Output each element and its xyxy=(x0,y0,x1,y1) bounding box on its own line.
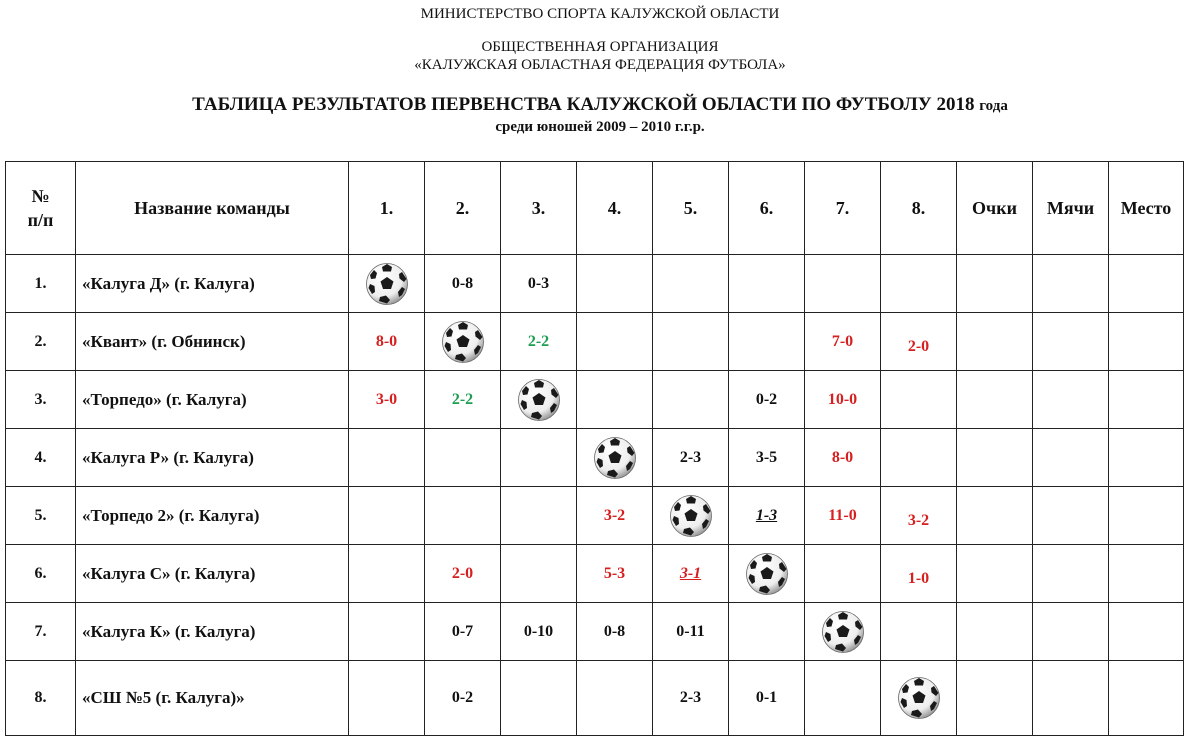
column-header-8: 8. xyxy=(881,162,957,255)
score-cell xyxy=(577,313,653,371)
diagonal-cell xyxy=(653,487,729,545)
column-header-goals: Мячи xyxy=(1033,162,1109,255)
points-cell xyxy=(957,371,1033,429)
column-header-4: 4. xyxy=(577,162,653,255)
column-header-6: 6. xyxy=(729,162,805,255)
score-cell xyxy=(349,429,425,487)
score-cell: 2-0 xyxy=(425,545,501,603)
score-cell: 0-11 xyxy=(653,603,729,661)
points-cell xyxy=(957,661,1033,736)
soccer-ball-icon xyxy=(897,676,941,720)
row-number: 7. xyxy=(6,603,76,661)
score-cell xyxy=(577,255,653,313)
place-cell xyxy=(1109,487,1184,545)
table-row xyxy=(6,371,1184,429)
score-cell: 3-2 xyxy=(577,487,653,545)
score-cell xyxy=(349,603,425,661)
soccer-ball-icon xyxy=(821,610,865,654)
score-cell: 10-0 xyxy=(805,371,881,429)
score-cell: 2-3 xyxy=(653,429,729,487)
score-cell: 3-5 xyxy=(729,429,805,487)
score-cell xyxy=(653,371,729,429)
diagonal-cell xyxy=(881,661,957,736)
num-sign: № xyxy=(31,186,50,206)
diagonal-cell xyxy=(501,371,577,429)
team-name: «Калуга К» (г. Калуга) xyxy=(76,603,349,661)
column-header-1: 1. xyxy=(349,162,425,255)
num-label: п/п xyxy=(27,210,54,230)
score-cell xyxy=(881,429,957,487)
goals-cell xyxy=(1033,429,1109,487)
score-cell xyxy=(653,255,729,313)
score-cell: 7-0 xyxy=(805,313,881,371)
score-value: 3-2 xyxy=(907,511,930,529)
score-cell xyxy=(881,313,957,371)
score-cell: 3-0 xyxy=(349,371,425,429)
diagonal-cell xyxy=(349,255,425,313)
diagonal-cell xyxy=(729,545,805,603)
team-name: «Торпедо» (г. Калуга) xyxy=(76,371,349,429)
diagonal-cell xyxy=(577,429,653,487)
score-cell xyxy=(425,487,501,545)
score-cell: 3-1 xyxy=(653,545,729,603)
score-cell xyxy=(425,429,501,487)
score-cell xyxy=(881,545,957,603)
table-row xyxy=(6,603,1184,661)
table-row xyxy=(6,487,1184,545)
column-header-team: Название команды xyxy=(76,162,349,255)
team-name: «Торпедо 2» (г. Калуга) xyxy=(76,487,349,545)
team-name: «Калуга Р» (г. Калуга) xyxy=(76,429,349,487)
place-cell xyxy=(1109,545,1184,603)
team-name: «Калуга С» (г. Калуга) xyxy=(76,545,349,603)
score-cell xyxy=(501,429,577,487)
score-cell xyxy=(501,487,577,545)
column-header-2: 2. xyxy=(425,162,501,255)
score-cell: 8-0 xyxy=(349,313,425,371)
score-value: 1-0 xyxy=(907,569,930,587)
score-cell xyxy=(805,545,881,603)
soccer-ball-icon xyxy=(365,262,409,306)
row-number: 4. xyxy=(6,429,76,487)
score-cell: 2-2 xyxy=(425,371,501,429)
team-name: «Квант» (г. Обнинск) xyxy=(76,313,349,371)
ministry-title: МИНИСТЕРСТВО СПОРТА КАЛУЖСКОЙ ОБЛАСТИ xyxy=(420,6,780,22)
column-header-place: Место xyxy=(1109,162,1184,255)
score-cell xyxy=(805,255,881,313)
goals-cell xyxy=(1033,545,1109,603)
table-row xyxy=(6,661,1184,736)
column-header-points: Очки xyxy=(957,162,1033,255)
soccer-ball-icon xyxy=(593,436,637,480)
score-cell: 11-0 xyxy=(805,487,881,545)
score-cell xyxy=(729,313,805,371)
goals-cell xyxy=(1033,487,1109,545)
score-cell xyxy=(653,313,729,371)
diagonal-cell xyxy=(805,603,881,661)
table-row xyxy=(6,429,1184,487)
org-line-2: «КАЛУЖСКАЯ ОБЛАСТНАЯ ФЕДЕРАЦИЯ ФУТБОЛА» xyxy=(414,57,786,73)
goals-cell xyxy=(1033,255,1109,313)
column-header-5: 5. xyxy=(653,162,729,255)
row-number: 2. xyxy=(6,313,76,371)
table-title-year: года xyxy=(979,98,1008,114)
diagonal-cell xyxy=(425,313,501,371)
points-cell xyxy=(957,487,1033,545)
score-cell xyxy=(881,255,957,313)
points-cell xyxy=(957,313,1033,371)
table-title xyxy=(0,94,1200,116)
points-cell xyxy=(957,603,1033,661)
place-cell xyxy=(1109,429,1184,487)
score-cell: 0-8 xyxy=(425,255,501,313)
place-cell xyxy=(1109,603,1184,661)
org-line-1: ОБЩЕСТВЕННАЯ ОРГАНИЗАЦИЯ xyxy=(481,39,719,55)
points-cell xyxy=(957,429,1033,487)
goals-cell xyxy=(1033,313,1109,371)
soccer-ball-icon xyxy=(517,378,561,422)
table-subtitle: среди юношей 2009 – 2010 г.г.р. xyxy=(495,119,705,135)
score-cell: 0-7 xyxy=(425,603,501,661)
score-cell: 8-0 xyxy=(805,429,881,487)
row-number: 3. xyxy=(6,371,76,429)
place-cell xyxy=(1109,661,1184,736)
score-cell xyxy=(577,661,653,736)
row-number: 1. xyxy=(6,255,76,313)
score-cell xyxy=(501,661,577,736)
column-header-7: 7. xyxy=(805,162,881,255)
score-cell: 5-3 xyxy=(577,545,653,603)
column-header-number xyxy=(6,162,76,255)
soccer-ball-icon xyxy=(669,494,713,538)
score-cell xyxy=(349,545,425,603)
score-cell: 0-3 xyxy=(501,255,577,313)
table-row xyxy=(6,545,1184,603)
table-row xyxy=(6,313,1184,371)
row-number: 6. xyxy=(6,545,76,603)
score-cell xyxy=(805,661,881,736)
table-title-main: ТАБЛИЦА РЕЗУЛЬТАТОВ ПЕРВЕНСТВА КАЛУЖСКОЙ ОБЛАСТИ ПО ФУТБОЛУ 2018 xyxy=(192,94,975,115)
goals-cell xyxy=(1033,603,1109,661)
score-cell xyxy=(729,603,805,661)
score-cell xyxy=(881,371,957,429)
score-cell xyxy=(349,661,425,736)
goals-cell xyxy=(1033,661,1109,736)
place-cell xyxy=(1109,371,1184,429)
points-cell xyxy=(957,255,1033,313)
header-row xyxy=(6,162,1184,255)
row-number: 5. xyxy=(6,487,76,545)
column-header-3: 3. xyxy=(501,162,577,255)
score-cell: 1-3 xyxy=(729,487,805,545)
team-name: «СШ №5 (г. Калуга)» xyxy=(76,661,349,736)
place-cell xyxy=(1109,255,1184,313)
score-cell: 0-2 xyxy=(729,371,805,429)
points-cell xyxy=(957,545,1033,603)
score-cell xyxy=(729,255,805,313)
goals-cell xyxy=(1033,371,1109,429)
table-row xyxy=(6,255,1184,313)
soccer-ball-icon xyxy=(745,552,789,596)
score-cell xyxy=(881,487,957,545)
score-value: 2-0 xyxy=(907,337,930,355)
score-cell: 0-10 xyxy=(501,603,577,661)
results-table xyxy=(5,161,1184,736)
score-cell: 2-2 xyxy=(501,313,577,371)
score-cell xyxy=(881,603,957,661)
score-cell xyxy=(501,545,577,603)
score-cell: 0-1 xyxy=(729,661,805,736)
score-cell: 0-2 xyxy=(425,661,501,736)
team-name: «Калуга Д» (г. Калуга) xyxy=(76,255,349,313)
score-cell xyxy=(577,371,653,429)
score-cell: 2-3 xyxy=(653,661,729,736)
row-number: 8. xyxy=(6,661,76,736)
score-cell xyxy=(349,487,425,545)
soccer-ball-icon xyxy=(441,320,485,364)
place-cell xyxy=(1109,313,1184,371)
score-cell: 0-8 xyxy=(577,603,653,661)
